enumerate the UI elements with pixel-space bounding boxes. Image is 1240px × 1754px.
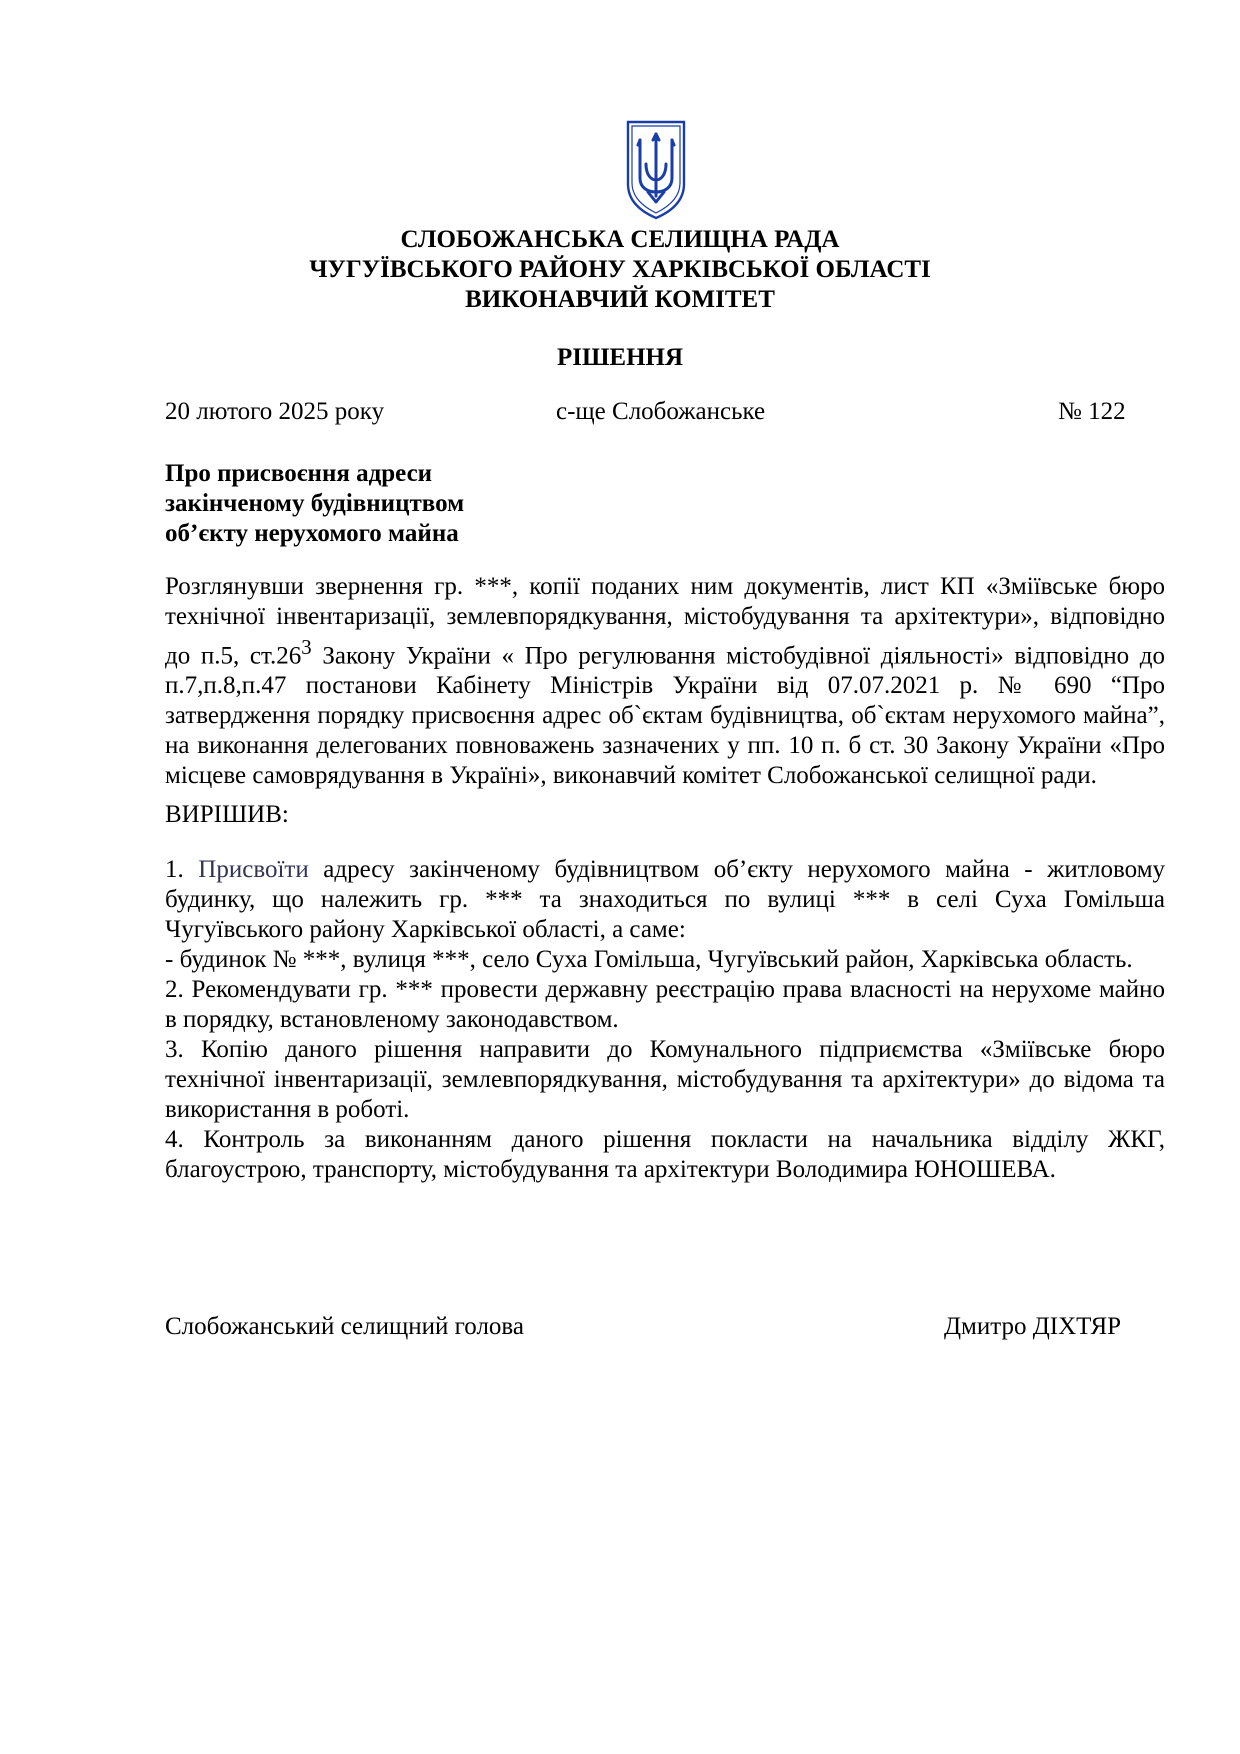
decision-item-2: 2. Рекомендувати гр. *** провести державну реєстрацію права власності на нерухоме майно в порядку, встановленому законодавством. [165, 976, 1165, 1033]
item-verb: Присвоїти [198, 856, 309, 883]
preamble-paragraph [165, 572, 1165, 791]
article-superscript: 3 [301, 635, 312, 659]
decision-subject [165, 459, 464, 549]
resolved-label: ВИРІШИВ: [165, 801, 289, 828]
decision-item-3: 3. Копію даного рішення направити до Комунального підприємства «Зміївське бюро технічної інвентаризації, землевпорядкування, містобудування та архітектури» до відома та використання в роботі. [165, 1036, 1165, 1123]
document-title: РІШЕННЯ [556, 344, 684, 371]
decision-place: с-ще Слобожанське [556, 398, 766, 425]
subject-line: закінченому будівництвом [165, 490, 465, 517]
signatory-title: Слобожанський селищний голова [165, 1313, 524, 1340]
decision-item-1-detail: - будинок № ***, вулиця ***, село Суха Гомільша, Чугуївський район, Харківська область. [165, 946, 1133, 973]
decision-number: № 122 [1058, 398, 1126, 425]
executive-committee: ВИКОНАВЧИЙ КОМІТЕТ [465, 286, 775, 313]
decision-item-1 [165, 855, 1165, 945]
district-name: ЧУГУЇВСЬКОГО РАЙОНУ ХАРКІВСЬКОЇ ОБЛАСТІ [309, 256, 931, 283]
council-name: СЛОБОЖАНСЬКА СЕЛИЩНА РАДА [400, 226, 840, 253]
decision-items [165, 855, 1165, 1185]
subject-line: Про присвоєння адреси [165, 460, 433, 487]
preamble-text: Закону України « Про регулювання містобудівної діяльності» відповідно до п.7,п.8,п.47 постанови Кабінету Міністрів України від 07.07.2021 р. № 690 “Про затвердження порядку присвоєння адрес об`єктам будівництва, об`єктам нерухомого майна”, на виконання делегованих повноважень зазначених у пп. 10 п. б ст. 30 Закону України «Про місцеве самоврядування в Україні», виконавчий комітет Слобожанської селищної ради. [165, 642, 1165, 790]
signatory-name: Дмитро ДІХТЯР [944, 1313, 1122, 1340]
decision-item-4: 4. Контроль за виконанням даного рішення покласти на начальника відділу ЖКГ, благоустрою, транспорту, містобудування та архітектури Володимира ЮНОШЕВА. [165, 1126, 1165, 1183]
item-text: адресу закінченому будівництвом об’єкту нерухомого майна - житловому будинку, що належить гр. *** та знаходиться по вулиці *** в селі Суха Гомільша Чугуївського району Харківської області, а саме: [165, 856, 1166, 943]
preamble-text: Розглянувши звернення гр. ***, копії поданих ним документів, лист КП «Зміївське бюро технічної інвентаризації, землевпорядкування, містобудування та архітектури», відповідно до п.5, ст.26 [165, 573, 1165, 670]
trident-coat-of-arms-icon [624, 118, 688, 220]
subject-line: об’єкту нерухомого майна [165, 520, 459, 547]
item-number: 1. [165, 856, 199, 883]
decision-date: 20 лютого 2025 року [165, 398, 385, 425]
